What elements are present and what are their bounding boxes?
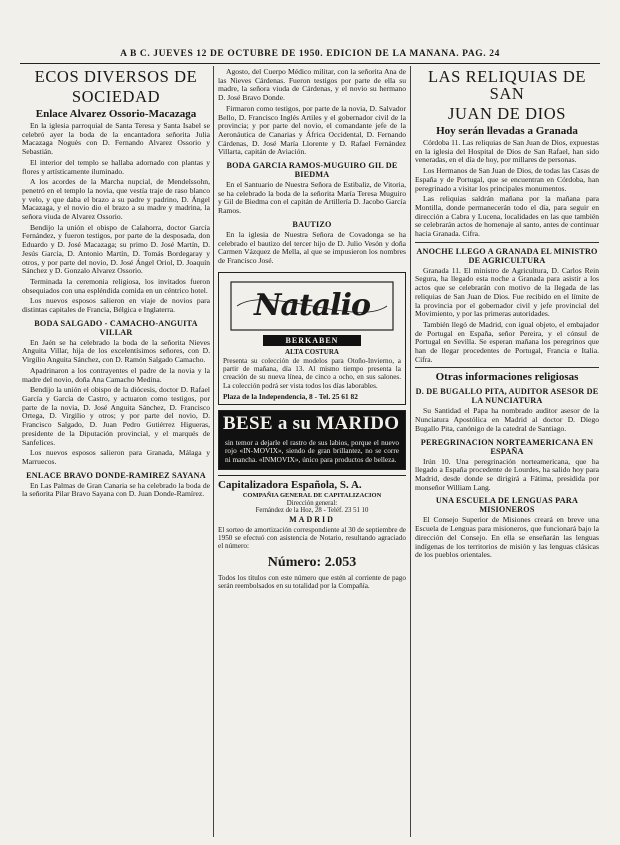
divider — [415, 242, 599, 243]
column-divider — [213, 66, 214, 837]
section-title-line-1: ECOS DIVERSOS DE — [34, 68, 198, 86]
article-paragraph: Bendijo la unión el obispo de la diócesis, doctor D. Rafael García y García de Castro, y actuaron como testigos, por parte de la novia, D. José Anguita Sánchez, D. Francisco Ortega, D. Virgilio y otros; y por parte del novio, D. Francisco Salgado, D. Juan Pedro Gutiérrez Higueras, presidente de la Diputación provincial, y el marqués de Sanfelices. — [22, 385, 210, 447]
article-title: ENLACE BRAVO DONDE-RAMIREZ SAYANA — [26, 470, 206, 480]
article-paragraph: El interior del templo se hallaba adornado con plantas y flores y artísticamente iluminado. — [22, 157, 210, 176]
article-paragraph: Terminada la ceremonia religiosa, los invitados fueron obsequiados con una espléndida comida en un céntrico hotel. — [22, 276, 210, 295]
advertisement-capitalizadora — [218, 475, 406, 590]
ad-text: Presenta su colección de modelos para Otoño-Invierno, a partir de mañana, día 13. Al mismo tiempo presenta la creación de su nueva línea, de cinco a ocho, en sus salones. La colección podrá ser vista todos los días laborables. — [223, 356, 401, 390]
article-paragraph: En la iglesia de Nuestra Señora de Covadonga se ha celebrado el bautizo del tercer hijo de D. Julio Vesón y doña Carmen Vázquez de Mella, al que se impusieron los nombres de Francisco José. — [218, 229, 406, 265]
ad-text: El sorteo de amortización correspondiente al 30 de septiembre de 1950 se efectuó con asistencia de Notario, resultando agraciado el número: — [218, 525, 406, 551]
brand-logo-text: Natalio — [254, 288, 370, 324]
article-paragraph: Bendijo la unión el obispo de Calahorra, doctor García Fernández, y fueron testigos, por parte de la desposada, don Eduardo y D. José Macazaga; su primo D. José Martín, D. Jesús García, D. Antonio Martín, D. Tomás Bordegaray y otros, y por parte del novio, D. José Ángel Oriol, D. Joaquín Sánchez y D. Gonzalo Alvarez Ossorio. — [22, 222, 210, 276]
article-title: UNA ESCUELA DE LENGUAS PARA MISIONEROS — [435, 496, 579, 515]
ad-subtitle-2: Dirección general: — [286, 499, 338, 507]
article-paragraph: Los nuevos esposos salieron en viaje de novios para distintas capitales de Francia, Bélgica e Inglaterra. — [22, 296, 210, 315]
column-divider — [410, 66, 411, 837]
column-3 — [415, 68, 599, 839]
ad-address: Fernández de la Hoz, 28 - Teléf. 23 51 10 — [255, 506, 369, 514]
ad-footer: Plaza de la Independencia, 8 - Tel. 25 61 82 — [223, 391, 358, 401]
article-paragraph: Su Santidad el Papa ha nombrado auditor asesor de la Nunciatura Apostólica en Madrid al doctor D. Diego Bugallo Pita, canónigo de la catedral de Santiago. — [415, 406, 599, 433]
ad-label: ALTA COSTURA — [285, 347, 339, 356]
article-paragraph: El Consejo Superior de Misiones creará en breve una Escuela de Lenguas para misioneros, que funcionará bajo la dirección del Consejo. En ella se enseñarán las lenguas indígenas de los territorios de misión y las lenguas clásicas de los pueblos orientales. — [415, 515, 599, 560]
article-paragraph: En Las Palmas de Gran Canaria se ha celebrado la boda de la señorita Pilar Bravo Sayana con D. Juan Donde-Ramírez. — [22, 480, 210, 499]
article-paragraph: Los nuevos esposos salieron para Granada, Málaga y Marruecos. — [22, 448, 210, 466]
section-title-line-2: JUAN DE DIOS — [447, 104, 567, 123]
column-2 — [218, 68, 406, 839]
ad-text-2: Todos los títulos con este número que estén al corriente de pago serán reembolsados en su totalidad por la Compañía. — [218, 573, 406, 590]
article-title: ANOCHE LLEGO A GRANADA EL MINISTRO DE AGRICULTURA — [416, 246, 598, 265]
article-paragraph: Los Hermanos de San Juan de Dios, de todas las Casas de España y de Portugal, que se encuentran en Córdoba, han peregrinado a visitar los principales monumentos. — [415, 166, 599, 193]
article-subtitle: Hoy serán llevadas a Granada — [436, 125, 578, 137]
ad-headline: BESE a su MARIDO — [219, 411, 405, 437]
divider — [415, 367, 599, 368]
article-paragraph: Las reliquias saldrán mañana por la mañana para Montilla, donde permanecerán todo el día, para seguir en dirección a Cabra y Lucena, localidades en las que también se celebrarán actos de homenaje al santo, antes de continuar hacia Granada. Cifra. — [415, 194, 599, 239]
ad-subtitle: COMPAÑIA GENERAL DE CAPITALIZACION — [242, 491, 382, 499]
ad-text: sin temor a dejarle el rastro de sus labios, porque el nuevo rojo «IN-MOVIX», siendo de gran brillantez, no se corre ni mancha. «INMOVIX», único para productos de belleza. — [219, 437, 405, 469]
article-title: BAUTIZO — [292, 219, 332, 229]
article-paragraph: En Jaén se ha celebrado la boda de la señorita Nieves Anguita Villar, hija de los excelentísimos señores, con D. Virgilio Anguita Sánchez, con D. Ramón Salgado Camacho. — [22, 337, 210, 365]
article-paragraph: También llegó de Madrid, con igual objeto, el embajador de Portugal en España, señor Pereira, y el cónsul de Portugal en Sevilla. Se esperan mañana los peregrinos que han de llegar procedentes de Portugal, Francia e Italia. Cifra. — [415, 319, 599, 364]
article-paragraph: Córdoba 11. Las reliquias de San Juan de Dios, expuestas en la iglesia del Hospital de Dios de San Rafael, han sido veneradas, en el día de hoy, por millares de personas. — [415, 138, 599, 165]
article-title: PEREGRINACION NORTEAMERICANA EN ESPAÑA — [420, 437, 594, 456]
brand-banner: BERKABEN — [263, 335, 361, 346]
ad-city: MADRID — [289, 514, 335, 524]
article-paragraph: A los acordes de la Marcha nupcial, de Mendelssohn, penetró en el templo la novia, que vestía traje de raso blanco y velo, y que daba el brazo a su padre y padrino, D. Ángel Macazaga, y el novio dio el brazo a su madre y madrina, la señora viuda de Alvarez Ossorio. — [22, 177, 210, 222]
article-paragraph: En el Santuario de Nuestra Señora de Estibaliz, de Vitoria, se ha celebrado la boda de la señorita María Teresa Muguiro y Gil de Biedma con el capitán de Artillería D. Jacobo García Ramos. — [218, 180, 406, 216]
article-title: BODA GARCIA RAMOS-MUGUIRO GIL DE BIEDMA — [226, 161, 398, 180]
article-paragraph: En la iglesia parroquial de Santa Teresa y Santa Isabel se celebró ayer la boda de la encantadora señorita Julia Macazaga Noguès con D. Fernando Alvarez Ossorio y Sebastián. — [22, 121, 210, 157]
section-title-line-1: LAS RELIQUIAS DE SAN — [427, 68, 587, 103]
brand-logo — [223, 277, 401, 335]
article-subtitle: D. DE BUGALLO PITA, AUDITOR ASESOR DE LA NUNCIATURA — [415, 387, 599, 406]
section-title-line-2: SOCIEDAD — [71, 87, 161, 106]
column-1 — [22, 68, 210, 839]
winning-number: Número: 2.053 — [267, 554, 357, 570]
article-paragraph: Agosto, del Cuerpo Médico militar, con la señorita Ana de las Nieves Cárdenas. Fueron testigos por parte de ella su madre, la señora viuda de Cárdenas, y el novio su hermano D. José Bravo Donde. — [218, 68, 406, 103]
article-paragraph: Granada 11. El ministro de Agricultura, D. Carlos Rein Segura, ha llegado esta noche a Granada para asistir a los actos que se celebrarán con motivo de la llegada de las reliquias de San Juan de Dios. Fue recibido en el límite de la provincia por el gobernador civil y jefe provincial del Movimiento, y por las primeras autoridades. — [415, 265, 599, 319]
article-paragraph: Apadrinaron a los contrayentes el padre de la novia y la madre del novio, doña Ana Camacho Medina. — [22, 365, 210, 384]
ad-title: Capitalizadora Española, S. A. — [218, 478, 362, 491]
advertisement-lipstick — [218, 410, 406, 470]
article-paragraph: Irún 10. Una peregrinación norteamericana, que ha llegado a España procedente de Lourdes, ha salido hoy para Madrid, desde donde se dirigirá a Fátima, presidida por monseñor William Lang. — [415, 456, 599, 492]
page-header: A B C. JUEVES 12 DE OCTUBRE DE 1950. EDICION DE LA MAÑANA. PAG. 24 — [20, 49, 600, 64]
article-paragraph: Firmaron como testigos, por parte de la novia, D. Salvador Bello, D. Francisco Inglés Artiles y el gobernador civil de la provincia; y por parte del novio, el comandante jefe de la Aeronáutica de Canarias y África Occidental, D. Fernando Cárdenas, D. José María Llorente y D. Rafael Fernández Villarta, capitán de Aviación. — [218, 103, 406, 157]
article-title: Otras informaciones religiosas — [435, 371, 579, 384]
article-title: Enlace Alvarez Ossorio-Macazaga — [35, 108, 197, 120]
advertisement-couture — [218, 272, 406, 405]
article-title: BODA SALGADO - CAMACHO-ANGUITA VILLAR — [34, 318, 198, 337]
